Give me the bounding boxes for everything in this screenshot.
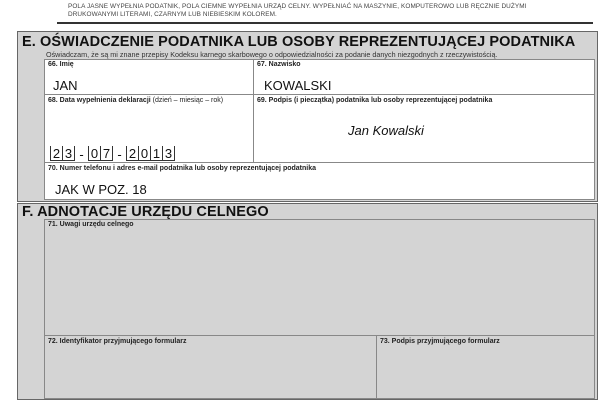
date-year-digit: 0 <box>138 146 150 161</box>
date-day-digit: 2 <box>50 146 62 161</box>
first-name-label: 66. Imię <box>48 61 74 68</box>
last-name-value: KOWALSKI <box>264 78 332 93</box>
office-remarks-label: 71. Uwagi urzędu celnego <box>48 221 134 228</box>
contact-label: 70. Numer telefonu i adres e-mail podatnika lub osoby reprezentującej podatnika <box>48 165 317 172</box>
date-label <box>48 97 223 104</box>
section-e-title: E. OŚWIADCZENIE PODATNIKA LUB OSOBY REPREZENTUJĄCEJ PODATNIKA <box>22 34 576 50</box>
date-day-digit: 3 <box>62 146 75 161</box>
header-rule <box>57 22 593 24</box>
date-label-hint: (dzień – miesiąc – rok) <box>152 97 224 104</box>
last-name-label: 67. Nazwisko <box>257 61 301 68</box>
signature-label: 69. Podpis (i pieczątka) podatnika lub osoby reprezentującej podatnika <box>257 97 493 104</box>
date-year-digit: 3 <box>162 146 175 161</box>
form-instructions: POLA JASNE WYPEŁNIA PODATNIK, POLA CIEMNE WYPEŁNIA URZĄD CELNY. WYPEŁNIAĆ NA MASZYNIE, KOMPUTEROWO LUB RĘCZNIE DUŻYMI DRUKOWANYMI LITERAMI, CZARNYM LUB NIEBIESKIM KOLOREM. <box>68 3 527 18</box>
taxpayer-signature: Jan Kowalski <box>348 123 424 138</box>
date-month-digit: 7 <box>100 146 113 161</box>
office-remarks-field <box>44 219 595 336</box>
signature-field[interactable] <box>253 94 595 163</box>
section-e-statement: Oświadczam, że są mi znane przepisy Kodeksu karnego skarbowego o odpowiedzialności za podanie danych niezgodnych z rzeczywistością. <box>46 50 498 59</box>
receiver-id-label: 72. Identyfikator przyjmującego formularz <box>48 338 187 345</box>
date-separator: - <box>79 147 84 162</box>
date-year-digit: 2 <box>126 146 138 161</box>
contact-value: JAK W POZ. 18 <box>55 182 147 197</box>
section-f-title: F. ADNOTACJE URZĘDU CELNEGO <box>22 204 269 220</box>
date-label-text: 68. Data wypełnienia deklaracji <box>48 97 151 104</box>
date-month-digit: 0 <box>88 146 100 161</box>
date-digits[interactable] <box>50 146 175 161</box>
first-name-value: JAN <box>53 78 78 93</box>
receiver-signature-label: 73. Podpis przyjmującego formularz <box>380 338 500 345</box>
date-year-digit: 1 <box>150 146 162 161</box>
date-separator: - <box>117 147 122 162</box>
